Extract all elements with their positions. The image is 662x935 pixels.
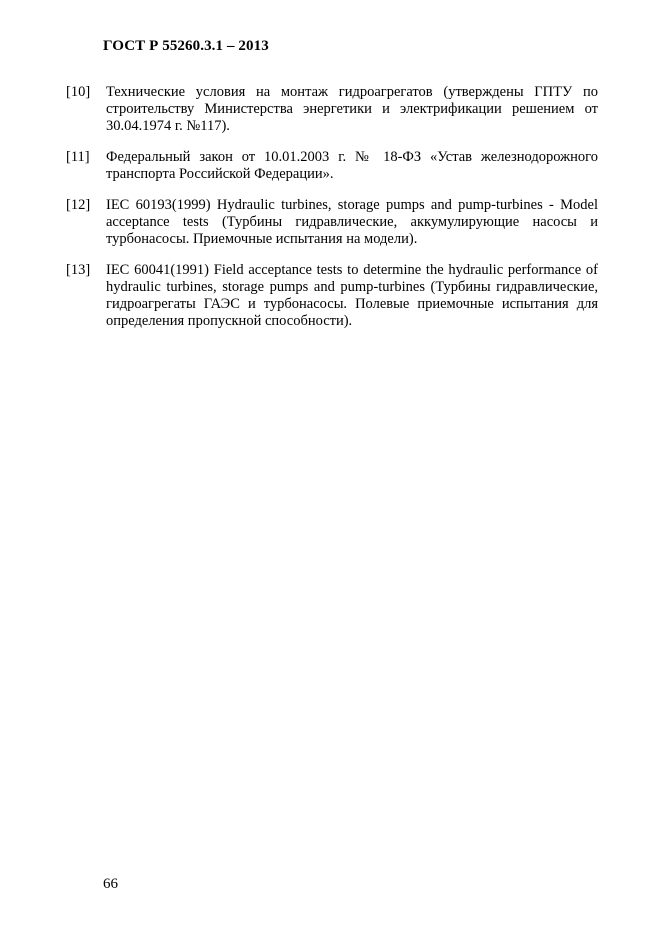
page-title: ГОСТ Р 55260.3.1 – 2013: [103, 38, 269, 54]
reference-item: [66, 149, 598, 183]
reference-item: [66, 84, 598, 135]
reference-item: [66, 197, 598, 248]
reference-number: [13]: [66, 262, 91, 278]
reference-number: [10]: [66, 84, 91, 100]
page-number: 66: [103, 876, 118, 892]
reference-text: IEC 60041(1991) Field acceptance tests to determine the hydraulic performance of hydraulic turbines, storage pumps and pump-turbines (Турбины гидравлические, гидроагрегаты ГАЭС и турбонасосы. Полевые приемочные испытания для определения пропускной способности).: [106, 262, 598, 329]
reference-number: [12]: [66, 197, 91, 213]
references-list: [66, 84, 598, 344]
reference-number: [11]: [66, 149, 90, 165]
reference-item: [66, 262, 598, 330]
reference-text: IEC 60193(1999) Hydraulic turbines, storage pumps and pump-turbines - Model acceptance tests (Турбины гидравлические, аккумулирующие насосы и турбонасосы. Приемочные испытания на модели).: [106, 197, 598, 247]
reference-text: Федеральный закон от 10.01.2003 г. № 18-ФЗ «Устав железнодорожного транспорта Российской Федерации».: [106, 149, 598, 182]
reference-text: Технические условия на монтаж гидроагрегатов (утверждены ГПТУ по строительству Министерства энергетики и электрификации решением от 30.04.1974 г. №117).: [106, 84, 598, 134]
